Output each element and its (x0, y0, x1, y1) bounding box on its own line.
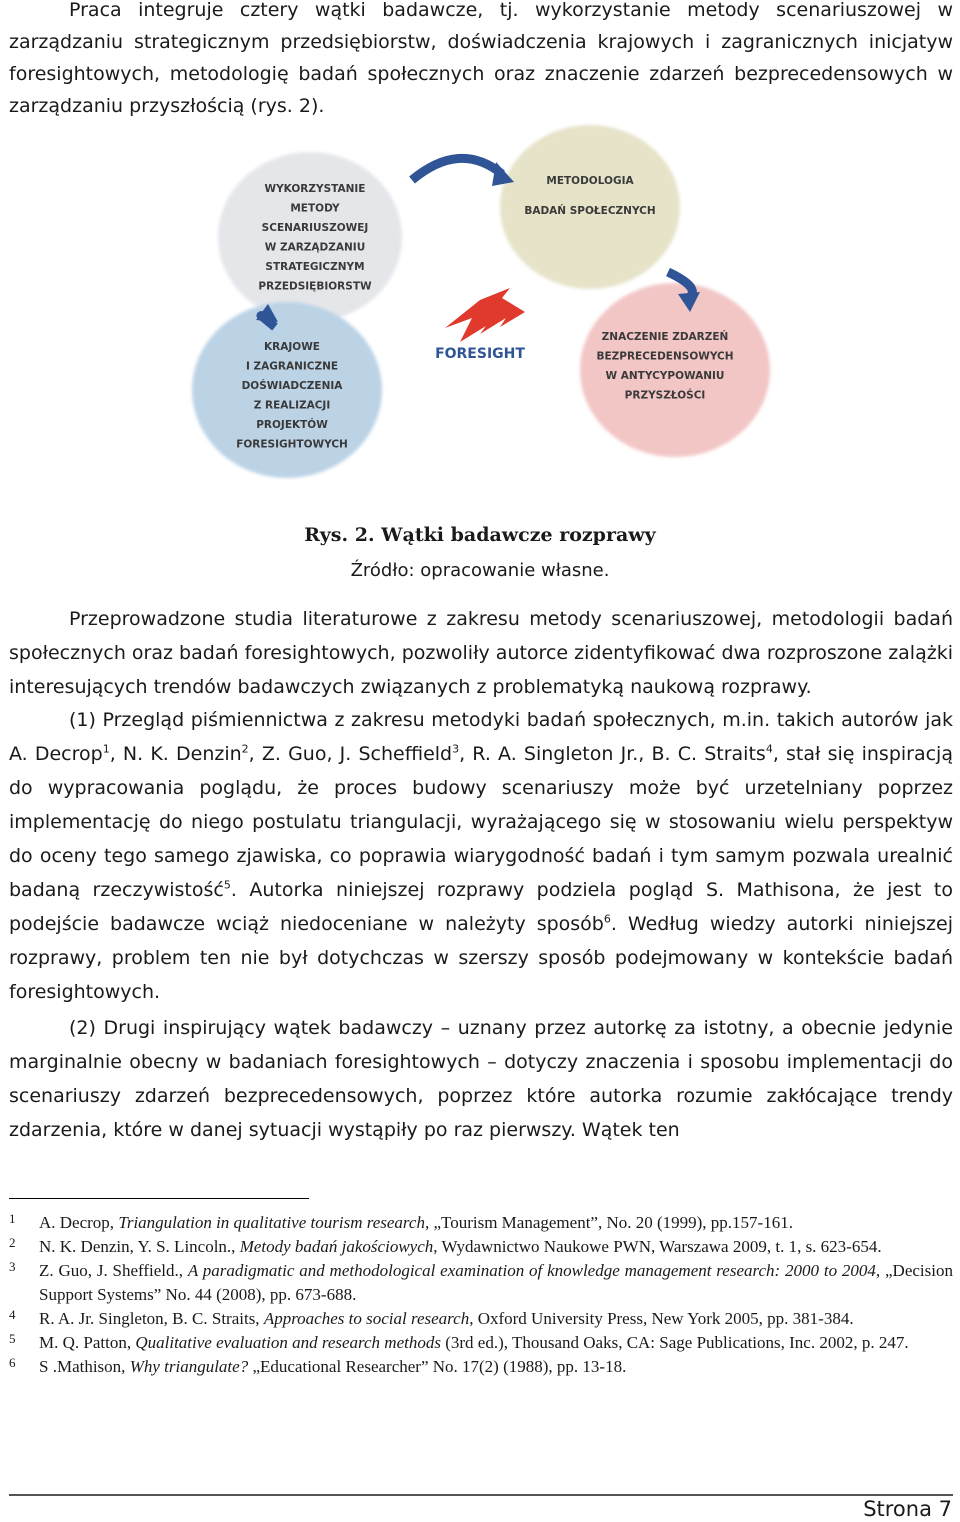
circle-label-line: DOŚWIADCZENIA (241, 380, 343, 392)
footnote-divider (9, 1198, 309, 1199)
footnote-ref: 4 (765, 742, 773, 756)
circle-scenario-method (218, 152, 402, 322)
footnote-number: 6 (9, 1355, 16, 1370)
footnote-ref: 5 (223, 878, 231, 892)
research-threads-figure (180, 122, 780, 486)
body-paragraph-3: (2) Drugi inspirujący wątek badawczy – uznany przez autorkę za istotny, a obecnie jedynie marginalnie obecny w badaniach foresightowych – dotyczy znaczenia i sposobu implementacji do scenariuszy zdarzeń bezprecedensowych, poprzez które autorka rozumie zakłócające trendy zdarzenia, które w danej sytuacji wystąpiły po raz pierwszy. Wątek ten (9, 1017, 953, 1141)
intro-text: Praca integruje cztery wątki badawcze, tj. wykorzystanie metody scenariuszowej w zarządzaniu strategicznym przedsiębiorstw, doświadczenia krajowych i zagranicznych inicjatyw foresightowych, metodologię badań społecznych oraz znaczenie zdarzeń bezprecedensowych w zarządzaniu przyszłością (rys. 2). (9, 0, 953, 117)
circle-label-line: W ANTYCYPOWANIU (605, 370, 725, 382)
circle-label-line: PROJEKTÓW (256, 419, 328, 431)
footnote-text: M. Q. Patton, Qualitative evaluation and research methods (3rd ed.), Thousand Oaks, CA: Sage Publications, Inc. 2002, p. 247. (39, 1333, 909, 1352)
circle-label-line: SCENARIUSZOWEJ (261, 222, 369, 234)
circle-label-line: KRAJOWE (264, 341, 320, 353)
page-footer-rule (9, 1494, 953, 1496)
footnote-ref: 1 (102, 742, 110, 756)
footnote-number: 2 (9, 1235, 16, 1250)
footnote-ref: 2 (241, 742, 249, 756)
footnote-item (9, 1235, 953, 1259)
circle-label-line: ZNACZENIE ZDARZEŃ (601, 331, 729, 343)
foresight-arrow-icon (445, 288, 525, 342)
page-number: Strona 7 (863, 1497, 952, 1521)
foresight-label: FORESIGHT (435, 346, 525, 362)
footnote-item (9, 1355, 953, 1379)
body-paragraph-1: Przeprowadzone studia literaturowe z zakresu metody scenariuszowej, metodologii badań społecznych oraz badań foresightowych, pozwoliły autorce zidentyfikować dwa rozproszone zalążki interesujących trendów badawczych związanych z problematyką naukową rozprawy. (9, 608, 953, 698)
cycle-arrow-top (412, 158, 502, 180)
circle-label-line: METODOLOGIA (546, 175, 634, 187)
footnote-number: 3 (9, 1259, 16, 1274)
circle-label-line: STRATEGICZNYM (265, 261, 365, 273)
intro-paragraph (9, 0, 953, 122)
circle-label-line: FORESIGHTOWYCH (236, 438, 348, 451)
circle-label-line: I ZAGRANICZNE (245, 360, 339, 373)
circle-label-line: BADAŃ SPOŁECZNYCH (524, 205, 656, 217)
figure-caption-source: Źródło: opracowanie własne. (350, 560, 610, 581)
footnote-text: S .Mathison, Why triangulate? „Educational Researcher” No. 17(2) (1988), pp. 13-18. (39, 1357, 627, 1376)
footnote-item (9, 1211, 953, 1235)
footnote-item (9, 1259, 953, 1307)
circle-label-line: PRZYSZŁOŚCI (624, 389, 706, 402)
research-threads-diagram (180, 122, 780, 482)
footnote-item (9, 1307, 953, 1331)
footnote-text: A. Decrop, Triangulation in qualitative tourism research, „Tourism Management”, No. 20 (1999), pp.157-161. (39, 1213, 793, 1232)
footnote-number: 1 (9, 1211, 16, 1226)
footnote-number: 5 (9, 1331, 16, 1346)
body-paragraph-2: (1) Przegląd piśmiennictwa z zakresu metodyki badań społecznych, m.in. takich autorów jak A. Decrop$^1$, N. K. Denzin$^2$, Z. Guo, J. Scheffield$^3$, R. A. Singleton Jr., B. C. Straits$^4$, stał się inspiracją do wypracowania poglądu, że proces budowy scenariuszy może być urzetelniany poprzez implementację do niego postulatu triangulacji, wyrażającego się w stosowaniu wielu perspektyw do oceny tego samego zjawiska, co poprawia wiarygodność badań i tym samym pozwala urealnić badaną rzeczywistość$^5$. Autorka niniejszej rozprawy podziela pogląd S. Mathisona, że jest to podejście badawcze wciąż niedoceniane w należyty sposób$^6$. Według wiedzy autorki niniejszej rozprawy, problem ten nie był dotychczas w szerszy sposób podejmowany w kontekście badań foresightowych. (9, 709, 953, 1003)
footnote-number: 4 (9, 1307, 16, 1322)
circle-label-line: BEZPRECEDENSOWYCH (596, 350, 734, 363)
circle-label-line: METODY (290, 202, 340, 215)
footnote-item (9, 1331, 953, 1355)
footnote-ref: 3 (452, 742, 460, 756)
circle-label-line: Z REALIZACJI (253, 399, 331, 412)
footnote-text: N. K. Denzin, Y. S. Lincoln., Metody badań jakościowych, Wydawnictwo Naukowe PWN, Warszawa 2009, t. 1, s. 623-654. (39, 1237, 882, 1256)
footnotes (9, 1211, 953, 1379)
footnote-text: Z. Guo, J. Sheffield., A paradigmatic and methodological examination of knowledge management research: 2000 to 2004, „Decision Support Systems” No. 44 (2008), pp. 673-688. (39, 1261, 953, 1304)
circle-label-line: PRZEDSIĘBIORSTW (258, 280, 372, 293)
figure-caption-title: Rys. 2. Wątki badawcze rozprawy (304, 524, 656, 546)
footnote-text: R. A. Jr. Singleton, B. C. Straits, Approaches to social research, Oxford University Press, New York 2005, pp. 381-384. (39, 1309, 854, 1328)
circle-label-line: W ZARZĄDZANIU (264, 241, 366, 254)
footnote-ref: 6 (603, 912, 611, 926)
circle-label-line: WYKORZYSTANIE (264, 183, 366, 195)
